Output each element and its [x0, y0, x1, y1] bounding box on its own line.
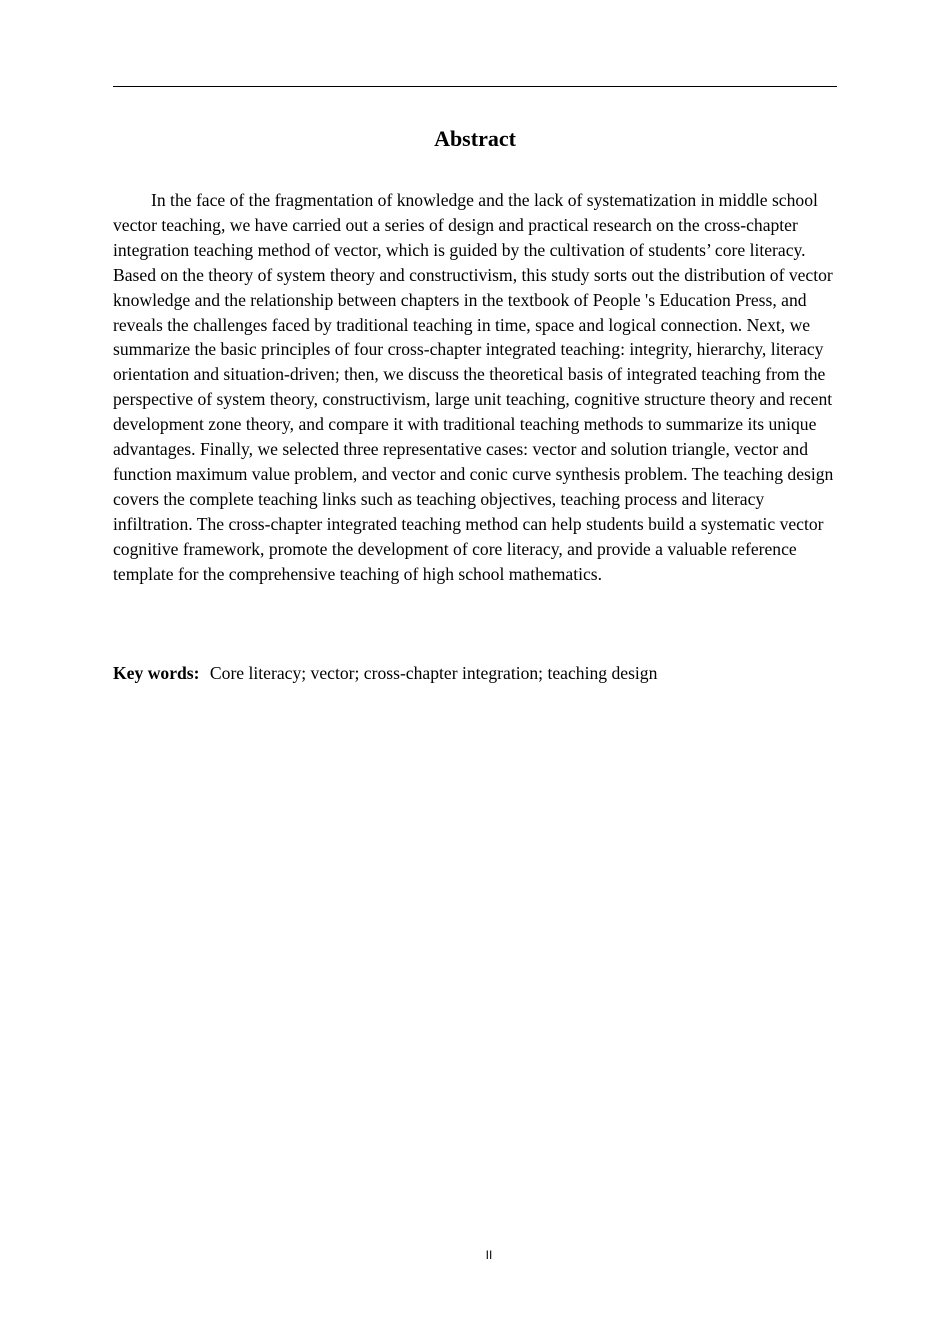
keywords-label: Key words:	[113, 663, 200, 683]
keywords-line	[113, 661, 837, 686]
abstract-title: Abstract	[434, 126, 516, 151]
header-rule	[113, 86, 837, 87]
keywords-text: Core literacy; vector; cross-chapter integration; teaching design	[209, 663, 658, 683]
page-number: II	[485, 1248, 493, 1262]
abstract-body: In the face of the fragmentation of knowledge and the lack of systematization in middle school vector teaching, we have carried out a series of design and practical research on the cross-chapter integration teaching method of vector, which is guided by the cultivation of students’ core literacy. Based on the theory of system theory and constructivism, this study sorts out the distribution of vector knowledge and the relationship between chapters in the textbook of People 's Education Press, and reveals the challenges faced by traditional teaching in time, space and logical connection. Next, we summarize the basic principles of four cross-chapter integrated teaching: integrity, hierarchy, literacy orientation and situation-driven; then, we discuss the theoretical basis of integrated teaching from the perspective of system theory, constructivism, large unit teaching, cognitive structure theory and recent development zone theory, and compare it with traditional teaching methods to summarize its unique advantages. Finally, we selected three representative cases: vector and solution triangle, vector and function maximum value problem, and vector and conic curve synthesis problem. The teaching design covers the complete teaching links such as teaching objectives, teaching process and literacy infiltration. The cross-chapter integrated teaching method can help students build a systematic vector cognitive framework, promote the development of core literacy, and provide a valuable reference template for the comprehensive teaching of high school mathematics.	[113, 190, 834, 584]
